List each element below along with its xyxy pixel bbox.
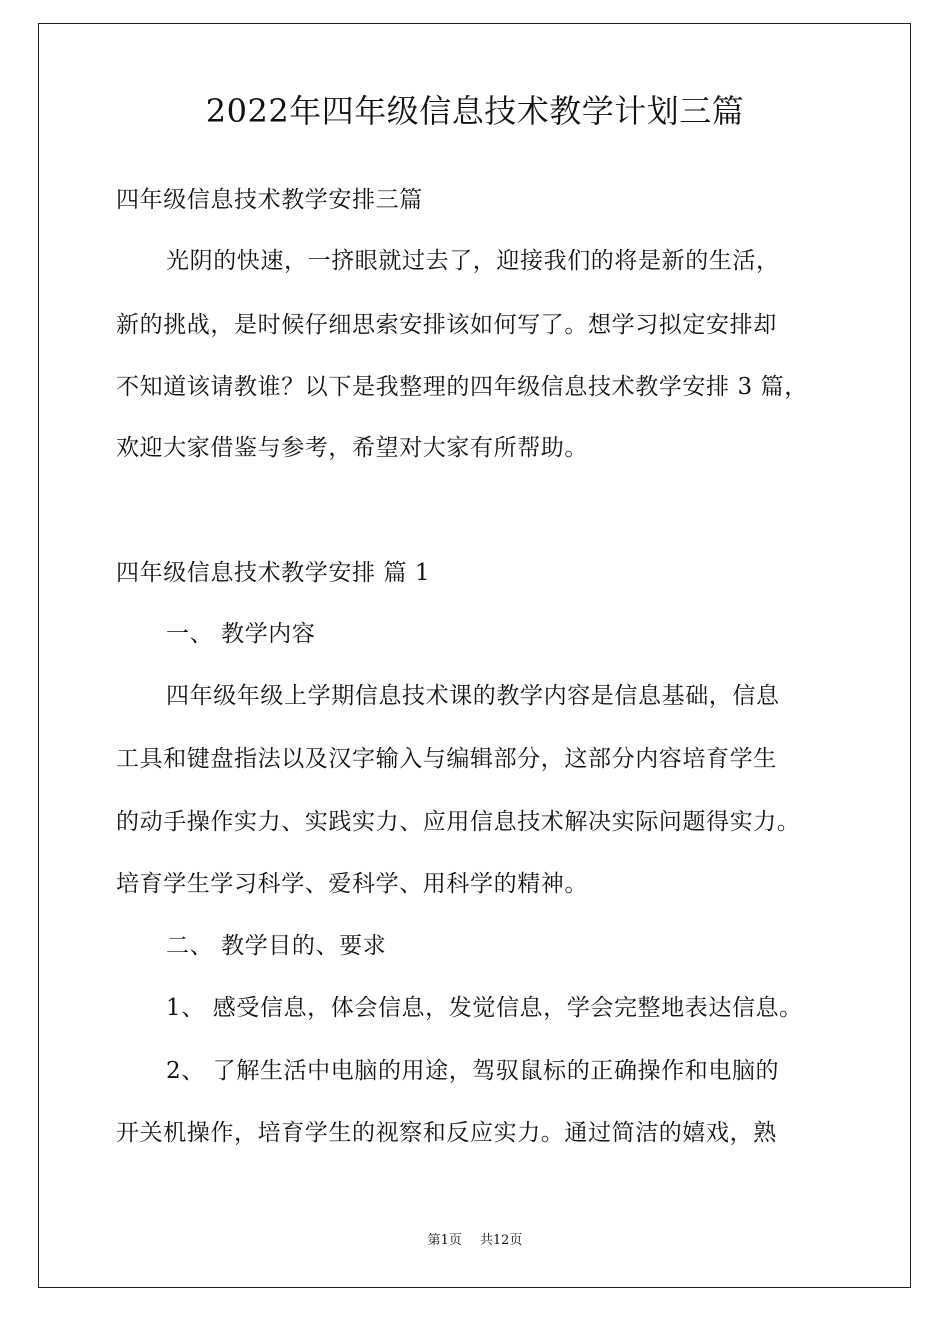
page-total: 共12页 xyxy=(479,1233,523,1248)
page-number: 第1页 xyxy=(427,1233,462,1248)
paragraph-line: 四年级年级上学期信息技术课的教学内容是信息基础，信息 xyxy=(166,683,780,709)
list-item: 2、 了解生活中电脑的用途，驾驭鼠标的正确操作和电脑的 xyxy=(166,1058,780,1084)
document-title: 2022年四年级信息技术教学计划三篇 xyxy=(205,92,745,130)
section-heading: 四年级信息技术教学安排三篇 xyxy=(116,187,423,213)
paragraph-line: 开关机操作，培育学生的视察和反应实力。通过简洁的嬉戏，熟 xyxy=(116,1120,777,1146)
paragraph-line: 新的挑战，是时候仔细思索安排该如何写了。想学习拟定安排却 xyxy=(116,312,777,338)
paragraph-line: 不知道该请教谁？以下是我整理的四年级信息技术教学安排 3 篇， xyxy=(116,374,808,400)
list-heading: 一、 教学内容 xyxy=(166,621,316,647)
paragraph-line: 的动手操作实力、实践实力、应用信息技术解决实际问题得实力。 xyxy=(116,809,801,835)
list-item: 1、 感受信息，体会信息，发觉信息，学会完整地表达信息。 xyxy=(166,995,803,1021)
paragraph-line: 光阴的快速，一挤眼就过去了，迎接我们的将是新的生活， xyxy=(166,248,780,274)
subsection-heading: 四年级信息技术教学安排 篇 1 xyxy=(116,560,431,586)
page-footer xyxy=(0,1232,950,1250)
paragraph-line: 欢迎大家借鉴与参考，希望对大家有所帮助。 xyxy=(116,435,588,461)
paragraph-line: 工具和键盘指法以及汉字输入与编辑部分，这部分内容培育学生 xyxy=(116,746,777,772)
list-heading: 二、 教学目的、要求 xyxy=(166,933,387,959)
paragraph-line: 培育学生学习科学、爱科学、用科学的精神。 xyxy=(116,871,588,897)
